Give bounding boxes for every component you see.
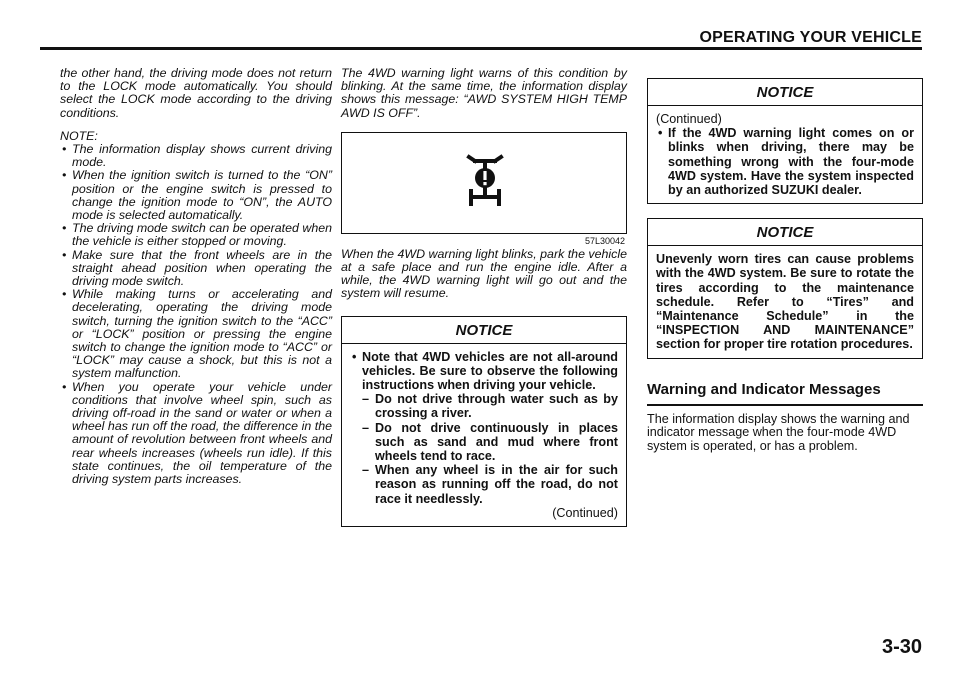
section-body: The information display shows the warning and indicator message when the four-mode 4WD system is operated, or has a problem. [647, 411, 910, 454]
continued-label: (Continued) [656, 112, 722, 126]
notice-list [656, 126, 914, 197]
column-1 [60, 67, 332, 486]
warning-light-paragraph: The 4WD warning light warns of this condition by blinking. At the same time, the information display shows this message: “AWD SYSTEM HIGH TEMP AWD IS OFF”. [341, 66, 627, 120]
note-item: • Make sure that the front wheels are in the straight ahead position when operating the driving mode switch. [60, 249, 332, 289]
figure-code: 57L30042 [584, 235, 625, 246]
note-item: • The driving mode switch can be operated when the vehicle is either stopped or moving. [60, 222, 332, 248]
note-item: • When you operate your vehicle under conditions that involve wheel spin, such as driving off-road in the sand or water or when a wheel has run off the road, the difference in the amount of revolution between front wheels and rear wheels increases (wheels run idle). If this state continues, the oil temperature of the driving system parts increases. [60, 381, 332, 487]
note-label: NOTE: [60, 128, 98, 143]
notice-subitem: – Do not drive continuously in places such as sand and mud where front wheels tend to race. [362, 421, 618, 464]
notice-subitem: – When any wheel is in the air for such reason as running off the road, do not race it needlessly. [362, 463, 618, 506]
notice-list [350, 350, 618, 506]
intro-paragraph: the other hand, the driving mode does not return to the LOCK mode automatically. You should select the LOCK mode according to the driving conditions. [60, 66, 332, 120]
warning-light-blinks-paragraph: When the 4WD warning light blinks, park the vehicle at a safe place and run the engine idle. After a while, the 4WD warning light will go out and the system will resume. [341, 246, 627, 301]
note-list [60, 143, 332, 486]
notice-sublist [362, 392, 618, 506]
note-item: • The information display shows current driving mode. [60, 143, 332, 169]
page-number: 3-30 [881, 636, 922, 658]
figure-box [341, 132, 627, 234]
notice-body [648, 106, 922, 203]
notice-heading: NOTICE [648, 219, 922, 246]
note-item: • While making turns or accelerating and decelerating, operating the driving mode switch, turning the ignition switch to the “ACC” or “LOCK” position or pressing the engine switch to change the ignition mode to “ACC” or “LOCK” may cause a shock, but this is not a system malfunction. [60, 288, 332, 380]
notice-intro: Note that 4WD vehicles are not all-around vehicles. Be sure to observe the following instructions when driving your vehicle. [362, 349, 618, 393]
notice-box [341, 316, 627, 527]
header-rule [40, 47, 922, 50]
section-title: Warning and Indicator Messages [647, 381, 923, 406]
notice-subitem: – Do not drive through water such as by crossing a river. [362, 392, 618, 420]
column-3 [647, 78, 923, 454]
notice-heading: NOTICE [648, 79, 922, 106]
notice-box [647, 218, 923, 358]
note-item: • When the ignition switch is turned to the “ON” position or the engine switch is pressed to change the ignition mode to “ON”, the AUTO mode is selected automatically. [60, 169, 332, 222]
4wd-warning-icon [463, 151, 507, 209]
notice-item [350, 350, 618, 506]
notice-body: Unevenly worn tires can cause problems with the 4WD system. Be sure to rotate the tires according to the maintenance schedule. Refer to “Tires” and “Maintenance Schedule” in the “INSPECTION AND MAINTENANCE” section for proper tire rotation procedures. [656, 252, 914, 352]
column-2 [341, 67, 627, 527]
notice-box [647, 78, 923, 204]
continued-label: (Continued) [552, 505, 618, 520]
page-header-title: OPERATING YOUR VEHICLE [699, 29, 922, 46]
notice-item: • If the 4WD warning light comes on or blinks when driving, there may be something wrong with the four-mode 4WD system. Have the system inspected by an authorized SUZUKI dealer. [656, 126, 914, 197]
notice-heading: NOTICE [342, 317, 626, 344]
notice-body [342, 344, 626, 526]
